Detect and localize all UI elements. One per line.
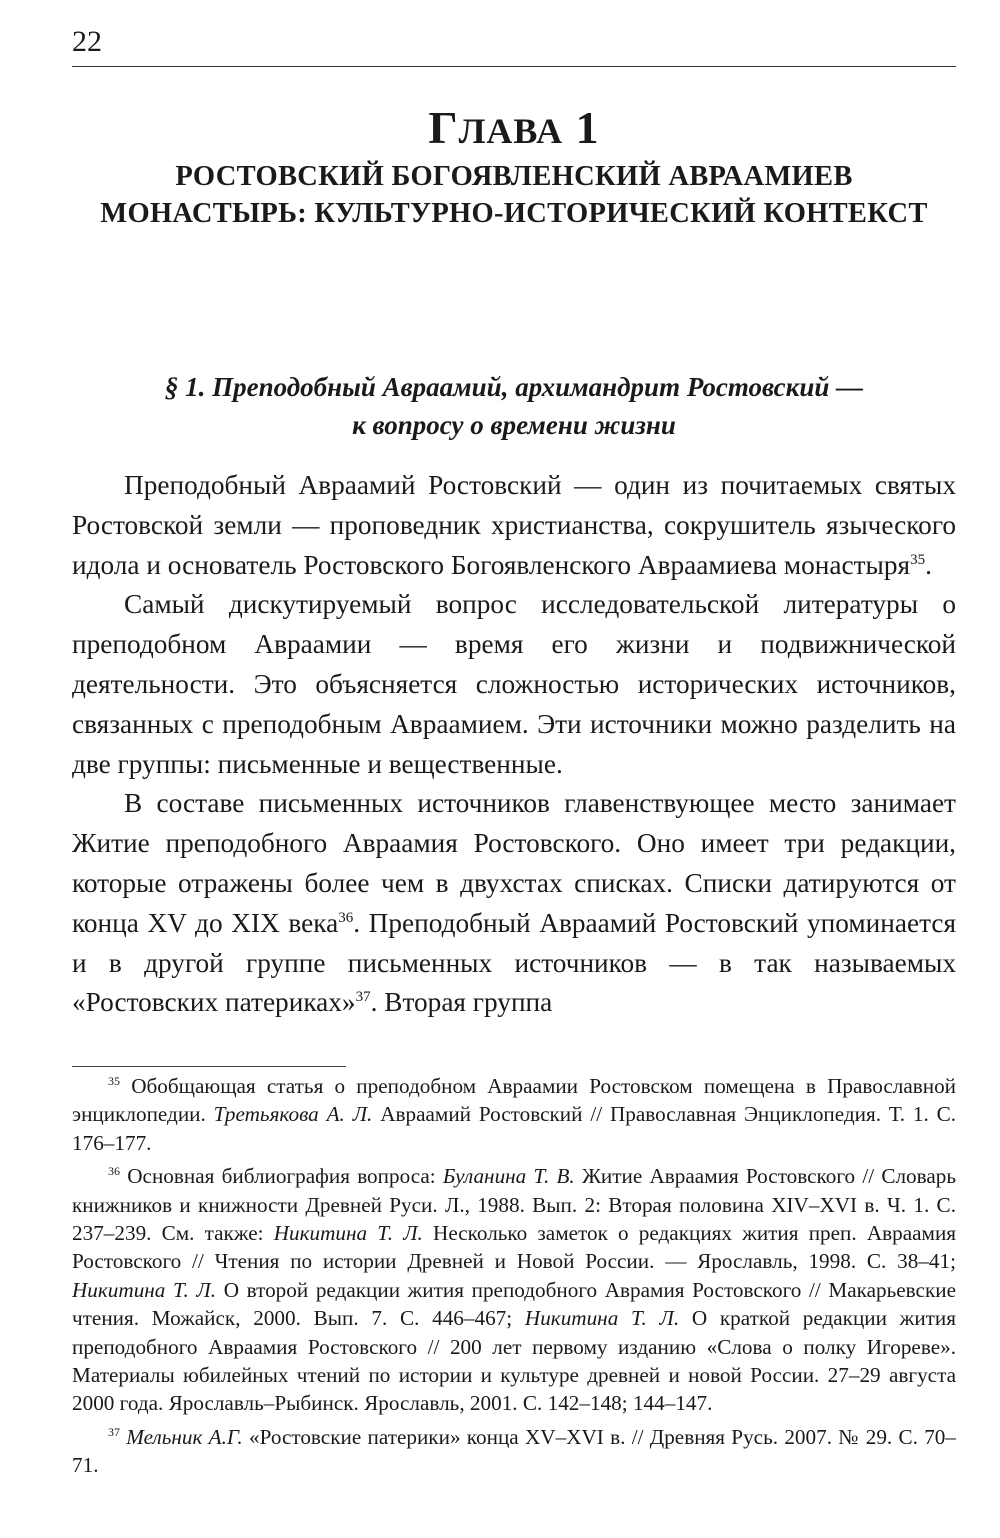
chapter-title <box>72 100 956 159</box>
paragraph-3-text: В составе письменных источников главенствующее место занимает Житие преподобного Авраамия Ростовского. Оно имеет три редакции, которые отражены более чем в двухстах списках. Списки датируются от конца XV до XIX века <box>72 788 956 938</box>
footnote-text: О второй редакции жития преподобного Аврамия Ростовского // Макарьевские чтения. Можайск, 2000. Вып. 7. С. 446–467; <box>72 1277 956 1331</box>
paragraph-3-middle: . Преподобный Авраамий Ростовский упоминается и в другой группе письменных источников — в так называемых «Ростовских патериках» <box>72 907 956 1018</box>
footnote-author: Никитина Т. Л. <box>273 1221 423 1246</box>
chapter-number: 1 <box>575 102 600 153</box>
footnote-author: Никитина Т. Л. <box>524 1306 680 1331</box>
footnote-text: Основная библиография вопроса: <box>127 1164 436 1189</box>
section-title <box>72 368 956 444</box>
footnote-ref-37: 37 <box>355 989 371 1006</box>
page-number: 22 <box>72 25 102 58</box>
paragraph-2: Самый дискутируемый вопрос исследовательской литературы о преподобном Авраамии — время его жизни и подвижнической деятельности. Это объясняется сложностью исторических источников, связанных с преподобным Авраамием. Эти источники можно разделить на две группы: письменные и вещественные. <box>72 589 956 779</box>
footnote-35 <box>72 1072 956 1157</box>
section-title-line2: к вопросу о времени жизни <box>352 410 676 440</box>
footnote-ref-35: 35 <box>910 551 926 568</box>
footnote-ref-36: 36 <box>338 909 354 926</box>
footnote-number: 36 <box>108 1164 120 1179</box>
chapter-subtitle-line2: МОНАСТЫРЬ: КУЛЬТУРНО-ИСТОРИЧЕСКИЙ КОНТЕКСТ <box>100 198 928 229</box>
footnote-text: О краткой редакции жития преподобного Авраамия Ростовского // 200 лет первому изданию «Слова о полку Игореве». Материалы юбилейных чтений по истории и культуре древней и новой России. 27–29 августа 2000 года. Ярославль–Рыбинск. Ярославль, 2001. С. 142–148; 144–147. <box>72 1306 957 1416</box>
footnote-36 <box>72 1162 956 1418</box>
footnote-number: 35 <box>108 1074 120 1088</box>
paragraph-1-end: . <box>925 549 932 580</box>
section-title-line1: § 1. Преподобный Авраамий, архимандрит Ростовский — <box>164 372 864 402</box>
footnote-text: «Ростовские патерики» конца XV–XVI в. // Древняя Русь. 2007. № 29. С. 70–71. <box>72 1424 956 1478</box>
footnote-text: Житие Авраамия Ростовского // Словарь книжников и книжности Древней Руси. Л., 1988. Вып. 2: Вторая половина XIV–XVI в. Ч. 1. С. 237–239. См. также: <box>72 1164 957 1246</box>
footnote-text: Несколько заметок о редакциях жития преп. Авраамия Ростовского // Чтения по истории Древней и Новой России. — Ярославль, 1998. С. 38–41; <box>72 1221 957 1274</box>
footnote-author: Буланина Т. В. <box>442 1164 575 1189</box>
footnote-37 <box>72 1423 956 1480</box>
paragraph-3-end: . Вторая группа <box>370 987 553 1018</box>
chapter-subtitle-line1: РОСТОВСКИЙ БОГОЯВЛЕНСКИЙ АВРААМИЕВ <box>175 161 853 192</box>
footnote-author: Третьякова А. Л. <box>213 1102 373 1127</box>
paragraph-3 <box>72 784 956 1023</box>
footnote-number: 37 <box>108 1424 120 1439</box>
footnote-author: Мельник А.Г. <box>126 1424 243 1449</box>
footnote-text: Обобщающая статья о преподобном Авраамии Ростовском помещена в Православной энциклопедии. <box>72 1074 956 1127</box>
chapter-title-word: ЛАВА <box>458 111 564 151</box>
chapter-title-initial: Г <box>428 102 459 153</box>
footnote-author: Никитина Т. Л. <box>72 1277 217 1302</box>
chapter-subtitle <box>72 158 956 232</box>
paragraph-1 <box>72 466 956 585</box>
footnote-text: Авраамий Ростовский // Православная Энциклопедия. Т. 1. С. 176–177. <box>72 1102 957 1155</box>
footnote-rule <box>72 1066 346 1067</box>
header-rule <box>72 66 956 67</box>
footnotes <box>72 1072 956 1485</box>
paragraph-1-text: Преподобный Авраамий Ростовский — один из почитаемых святых Ростовской земли — проповедник христианства, сокрушитель языческого идола и основатель Ростовского Богоявленского Авраамиева монастыря <box>72 470 956 580</box>
body-text <box>72 466 956 1023</box>
